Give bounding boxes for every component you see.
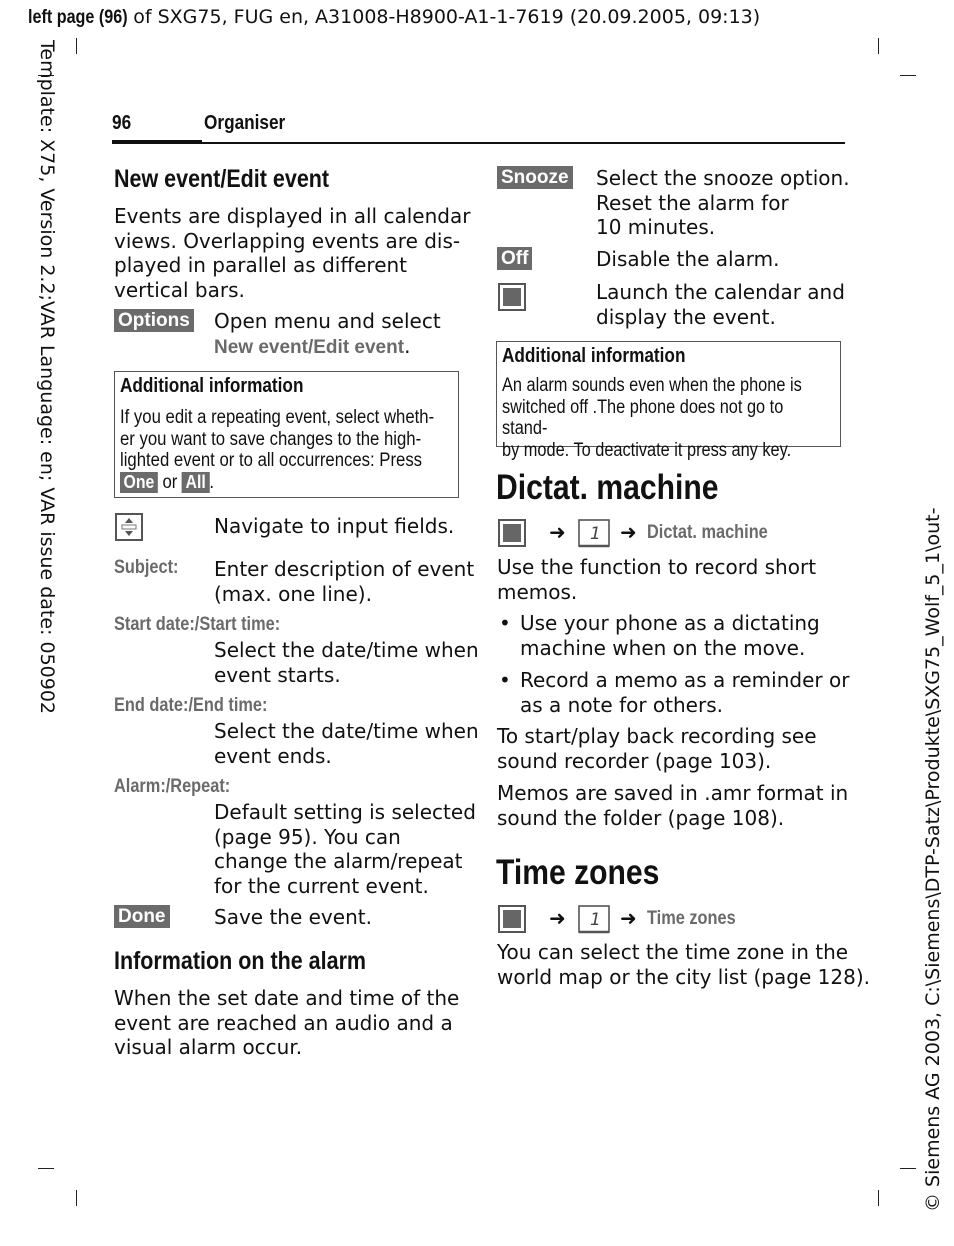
time-zones-paragraph: You can select the time zone in the world map or the city list (page 128).	[497, 940, 870, 989]
info-box-text: If you edit a repeating event, select wheth- er you want to save changes to the high- lighted event or to all occurrences: Press One or All .	[120, 407, 435, 493]
dictat-intro: Use the function to record short memos.	[497, 555, 817, 604]
dictat-paragraph-3: Memos are saved in .amr format in sound the folder (page 108).	[497, 781, 849, 830]
end-text: Select the date/time when event ends.	[214, 719, 479, 768]
softkey-all: All	[182, 472, 209, 493]
snooze-softkey: Snooze	[497, 166, 573, 189]
arrow-icon: ➜	[549, 906, 566, 930]
start-text: Select the date/time when event starts.	[214, 638, 479, 687]
menu-link-new-event: New event/Edit event	[214, 336, 405, 358]
print-header-rest: of SXG75, FUG en, A31008-H8900-A1-1-7619 (20.09.2005, 09:13)	[127, 6, 761, 28]
intro-paragraph: Events are displayed in all calendar views. Overlapping events are dis- played in parallel as different vertical bars.	[114, 204, 471, 302]
page-number: 96	[112, 112, 132, 134]
arrow-icon: ➜	[549, 520, 566, 544]
header-rule-thick	[112, 140, 202, 144]
section-title: Organiser	[204, 112, 286, 134]
label-start: Start date:/Start time:	[114, 614, 281, 635]
side-text-left: Template: X75, Version 2.2;VAR Language: en; VAR issue date: 050902	[36, 40, 58, 715]
svg-text:1: 1	[590, 910, 601, 930]
crop-mark	[38, 1168, 54, 1169]
side-text-right: © Siemens AG 2003, C:\Siemens\DTP-Satz\Produkte\SXG75_Wolf_5_1\out-	[922, 507, 944, 1212]
off-softkey: Off	[497, 247, 532, 270]
info-box-right	[496, 341, 841, 461]
navigate-text: Navigate to input fields.	[214, 514, 455, 538]
svg-text:1: 1	[590, 524, 601, 544]
heading-dictat-machine: Dictat. machine	[496, 468, 719, 507]
options-description: Open menu and select New event/Edit event.	[214, 309, 441, 358]
heading-time-zones: Time zones	[496, 853, 660, 892]
menu-key-icon	[498, 905, 526, 933]
alarm-info-paragraph: When the set date and time of the event are reached an audio and a visual alarm occur.	[114, 986, 460, 1059]
off-text: Disable the alarm.	[596, 247, 780, 271]
center-key-icon	[498, 283, 526, 311]
label-alarm: Alarm:/Repeat:	[114, 776, 231, 797]
snooze-text: Select the snooze option. Reset the alarm for 10 minutes.	[596, 166, 850, 239]
crop-mark	[76, 38, 77, 54]
options-softkey: Options	[114, 309, 194, 332]
bullet-item-2: Record a memo as a reminder or as a note for others.	[520, 668, 850, 717]
label-end: End date:/End time:	[114, 695, 268, 716]
menu-path-time-zones: Time zones	[647, 908, 736, 929]
info-box-left	[114, 371, 459, 498]
crop-mark	[900, 1168, 916, 1169]
bullet-dot: •	[499, 668, 511, 692]
crop-mark	[900, 75, 916, 76]
done-text: Save the event.	[214, 905, 372, 929]
crop-mark	[878, 1190, 879, 1206]
dictat-paragraph-2: To start/play back recording see sound recorder (page 103).	[497, 724, 817, 773]
navigation-key-icon	[115, 513, 143, 541]
crop-mark	[878, 38, 879, 54]
bullet-dot: •	[499, 611, 511, 635]
print-header	[28, 6, 760, 29]
organiser-menu-icon	[576, 903, 612, 939]
subject-text: Enter description of event (max. one line).	[214, 557, 475, 606]
organiser-menu-icon	[576, 517, 612, 553]
done-softkey: Done	[114, 905, 170, 928]
header-rule	[112, 142, 845, 144]
menu-key-icon	[498, 519, 526, 547]
print-header-bold: left page (96)	[28, 7, 128, 28]
info-box-right-title: Additional information	[502, 345, 686, 367]
label-subject: Subject:	[114, 557, 179, 578]
heading-new-event: New event/Edit event	[114, 165, 330, 193]
info-box-title: Additional information	[120, 375, 304, 397]
softkey-one: One	[120, 472, 158, 493]
menu-path-dictat: Dictat. machine	[647, 522, 768, 543]
alarm-text: Default setting is selected (page 95). You can change the alarm/repeat for the current event.	[214, 800, 476, 898]
bullet-item-1: Use your phone as a dictating machine when on the move.	[520, 611, 820, 660]
crop-mark	[76, 1190, 77, 1206]
info-box-right-text: An alarm sounds even when the phone is switched off .The phone does not go to stand- by mode. To deactivate it press any key.	[502, 375, 802, 461]
arrow-icon: ➜	[620, 906, 637, 930]
heading-alarm-info: Information on the alarm	[114, 947, 367, 975]
launch-text: Launch the calendar and display the event.	[596, 280, 845, 329]
arrow-icon: ➜	[620, 520, 637, 544]
